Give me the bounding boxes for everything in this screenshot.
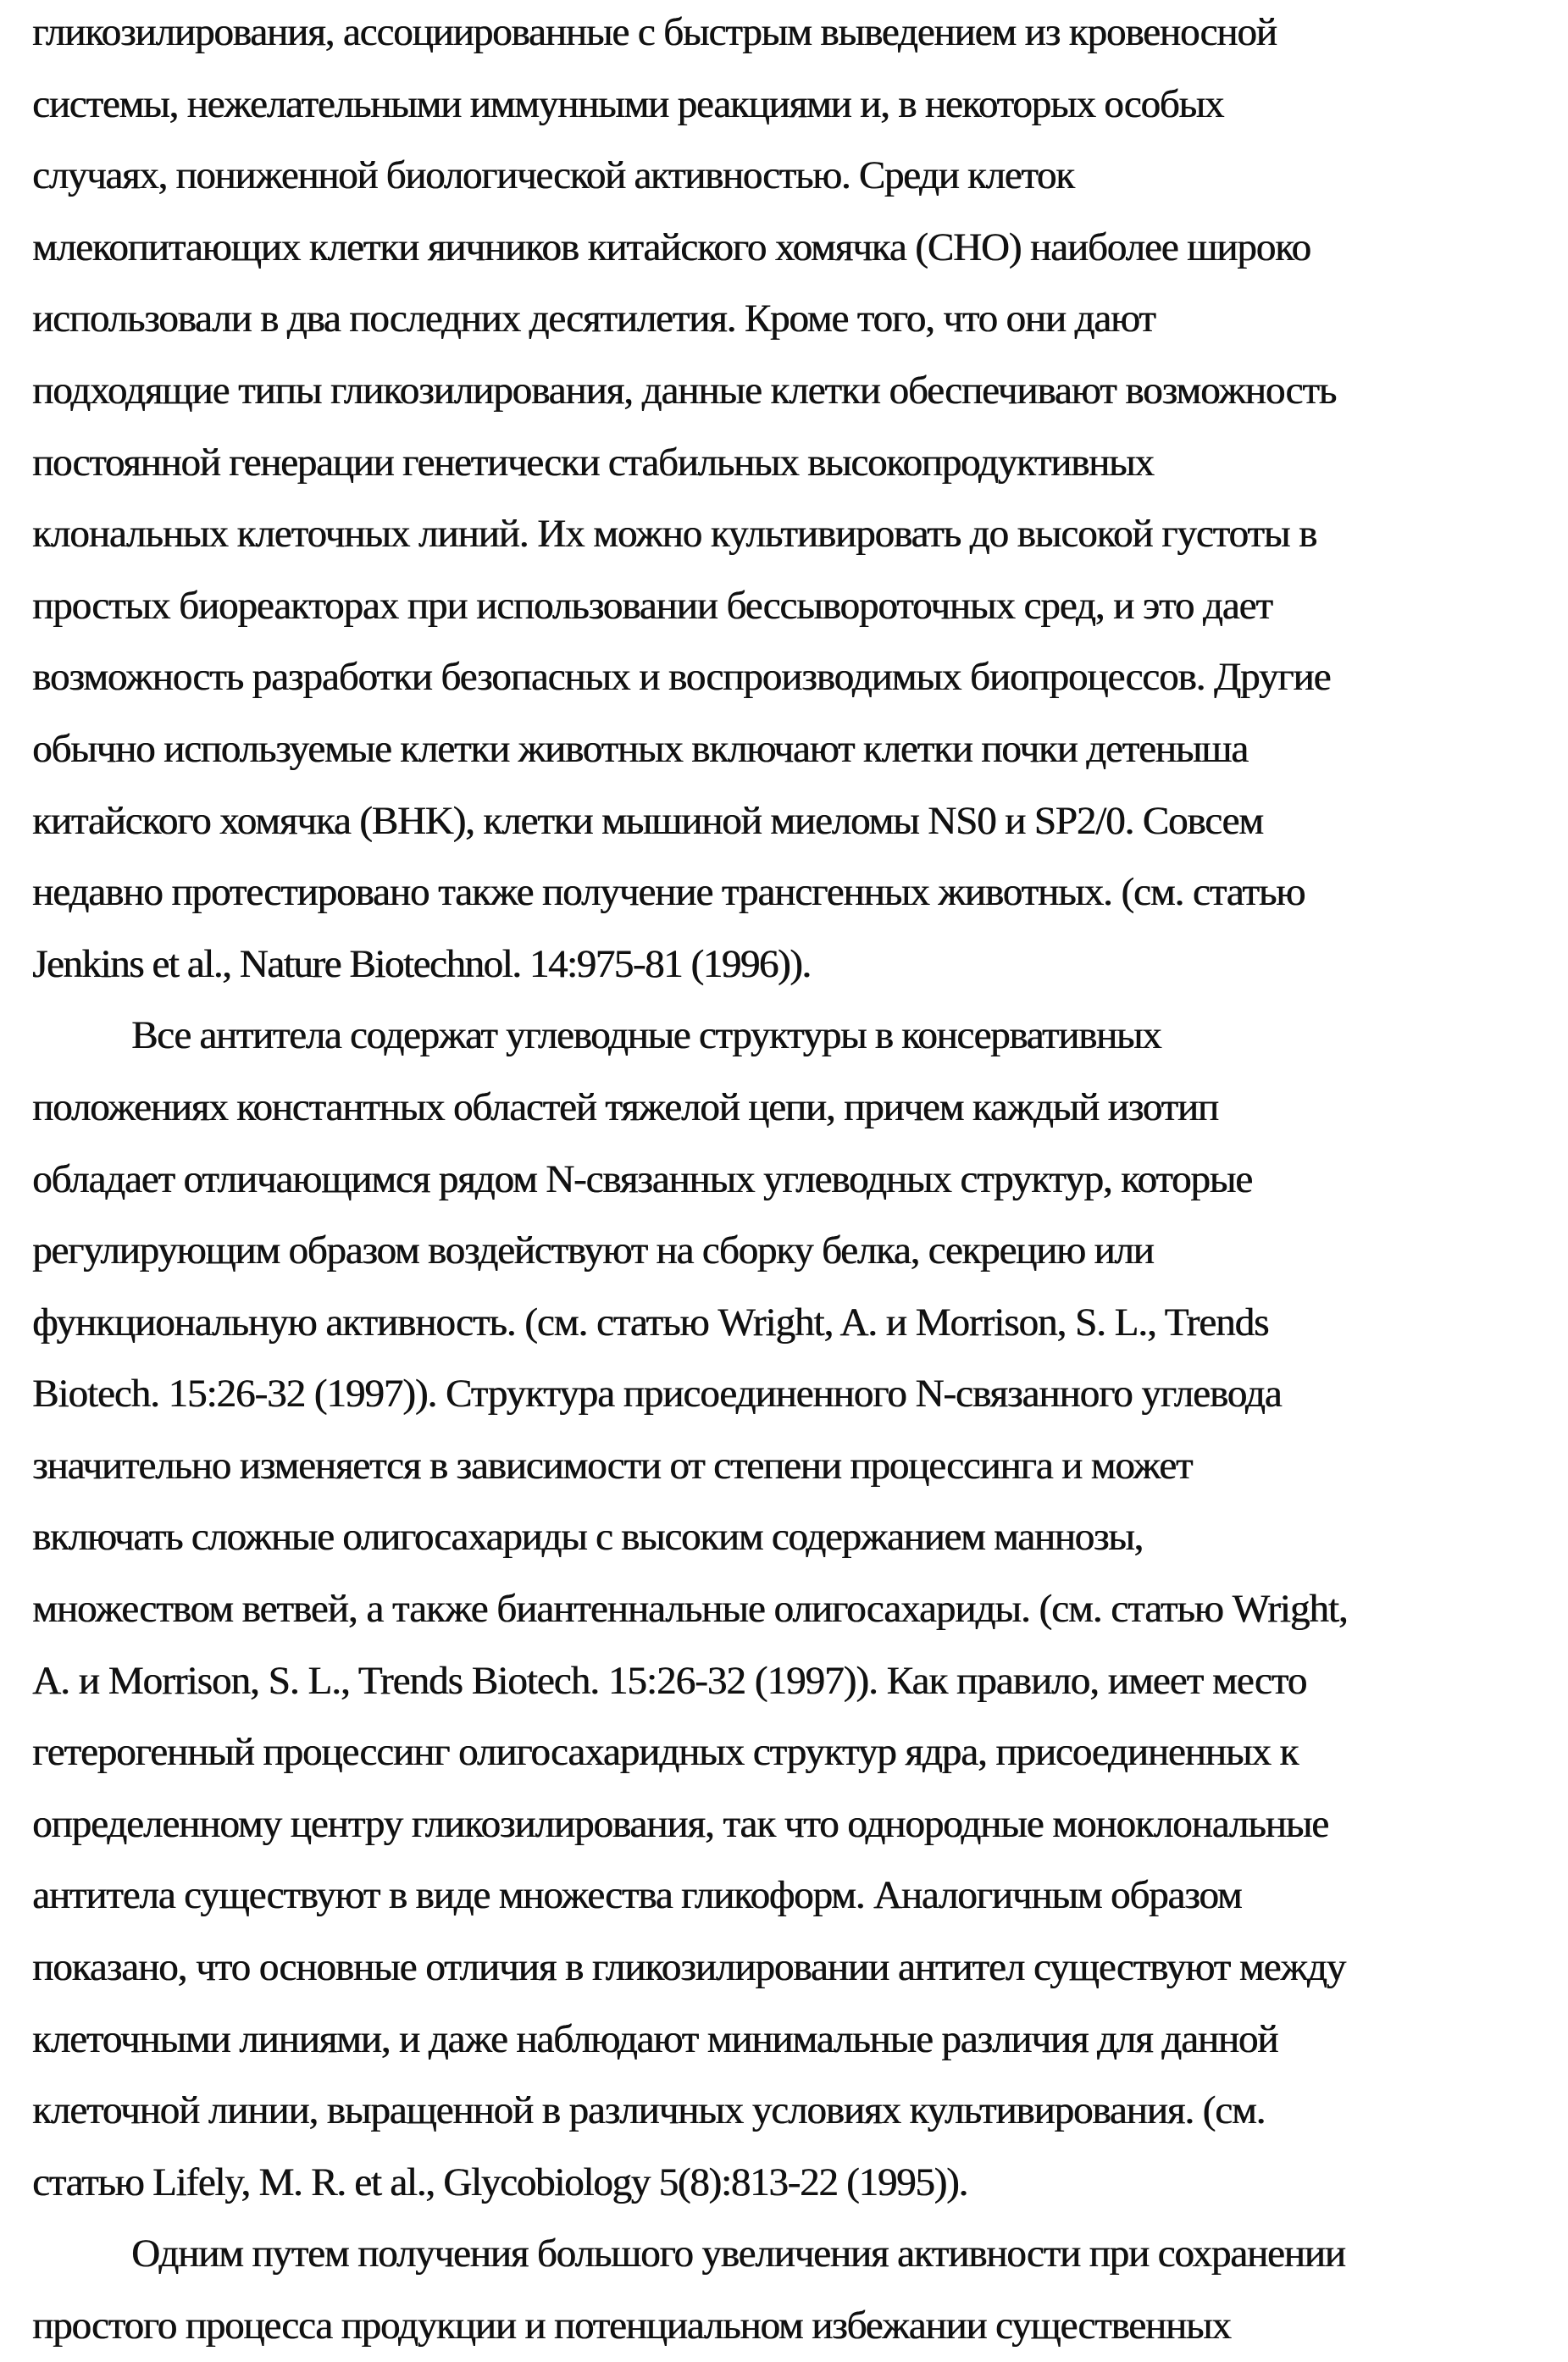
text-line: A. и Morrison, S. L., Trends Biotech. 15:26-32 (1997)). Как правило, имеет место — [0, 1645, 1568, 1717]
text-line: случаях, пониженной биологической активностью. Среди клеток — [0, 140, 1568, 212]
text-line: множеством ветвей, а также биантеннальные олигосахариды. (см. статью Wright, — [0, 1573, 1568, 1645]
text-line: функциональную активность. (см. статью Wright, A. и Morrison, S. L., Trends — [0, 1287, 1568, 1359]
text-line: использовали в два последних десятилетия. Кроме того, что они дают — [0, 283, 1568, 355]
text-line: обычно используемые клетки животных включают клетки почки детеныша — [0, 713, 1568, 785]
text-line: положениях константных областей тяжелой цепи, причем каждый изотип — [0, 1072, 1568, 1144]
text-line: возможность разработки безопасных и воспроизводимых биопроцессов. Другие — [0, 641, 1568, 713]
text-line: значительно изменяется в зависимости от степени процессинга и может — [0, 1430, 1568, 1502]
text-line: млекопитающих клетки яичников китайского хомячка (CHO) наиболее широко — [0, 212, 1568, 284]
text-line: клеточными линиями, и даже наблюдают минимальные различия для данной — [0, 2004, 1568, 2076]
text-line: показано, что основные отличия в гликозилировании антител существуют между — [0, 1932, 1568, 2004]
text-line: статью Lifely, M. R. et al., Glycobiology 5(8):813-22 (1995)). — [0, 2147, 1568, 2219]
text-line: регулирующим образом воздействуют на сборку белка, секрецию или — [0, 1215, 1568, 1287]
text-line: гетерогенный процессинг олигосахаридных структур ядра, присоединенных к — [0, 1716, 1568, 1788]
text-line: постоянной генерации генетически стабильных высокопродуктивных — [0, 427, 1568, 499]
text-line: недавно протестировано также получение трансгенных животных. (см. статью — [0, 857, 1568, 929]
text-line: простых биореакторах при использовании бессывороточных сред, и это дает — [0, 570, 1568, 642]
paragraph-first-line: Все антитела содержат углеводные структуры в консервативных — [0, 1000, 1568, 1072]
text-line: Biotech. 15:26-32 (1997)). Структура присоединенного N-связанного углевода — [0, 1358, 1568, 1430]
text-line: простого процесса продукции и потенциальном избежании существенных — [0, 2290, 1568, 2362]
text-line: антитела существуют в виде множества гликоформ. Аналогичным образом — [0, 1860, 1568, 1932]
text-line: обладает отличающимся рядом N-связанных углеводных структур, которые — [0, 1144, 1568, 1216]
text-line: клональных клеточных линий. Их можно культивировать до высокой густоты в — [0, 498, 1568, 570]
text-line: Jenkins et al., Nature Biotechnol. 14:975-81 (1996)). — [0, 929, 1568, 1001]
text-line: включать сложные олигосахариды с высоким содержанием маннозы, — [0, 1501, 1568, 1573]
text-line: системы, нежелательными иммунными реакциями и, в некоторых особых — [0, 69, 1568, 141]
text-line: подходящие типы гликозилирования, данные клетки обеспечивают возможность — [0, 355, 1568, 427]
paragraph-first-line: Одним путем получения большого увеличения активности при сохранении — [0, 2218, 1568, 2290]
text-line: клеточной линии, выращенной в различных условиях культивирования. (см. — [0, 2075, 1568, 2147]
text-line: определенному центру гликозилирования, так что однородные моноклональные — [0, 1788, 1568, 1860]
text-line: китайского хомячка (BHK), клетки мышиной миеломы NS0 и SP2/0. Совсем — [0, 785, 1568, 857]
text-line: гликозилирования, ассоциированные с быстрым выведением из кровеносной — [0, 0, 1568, 69]
document-page — [0, 0, 1568, 2362]
